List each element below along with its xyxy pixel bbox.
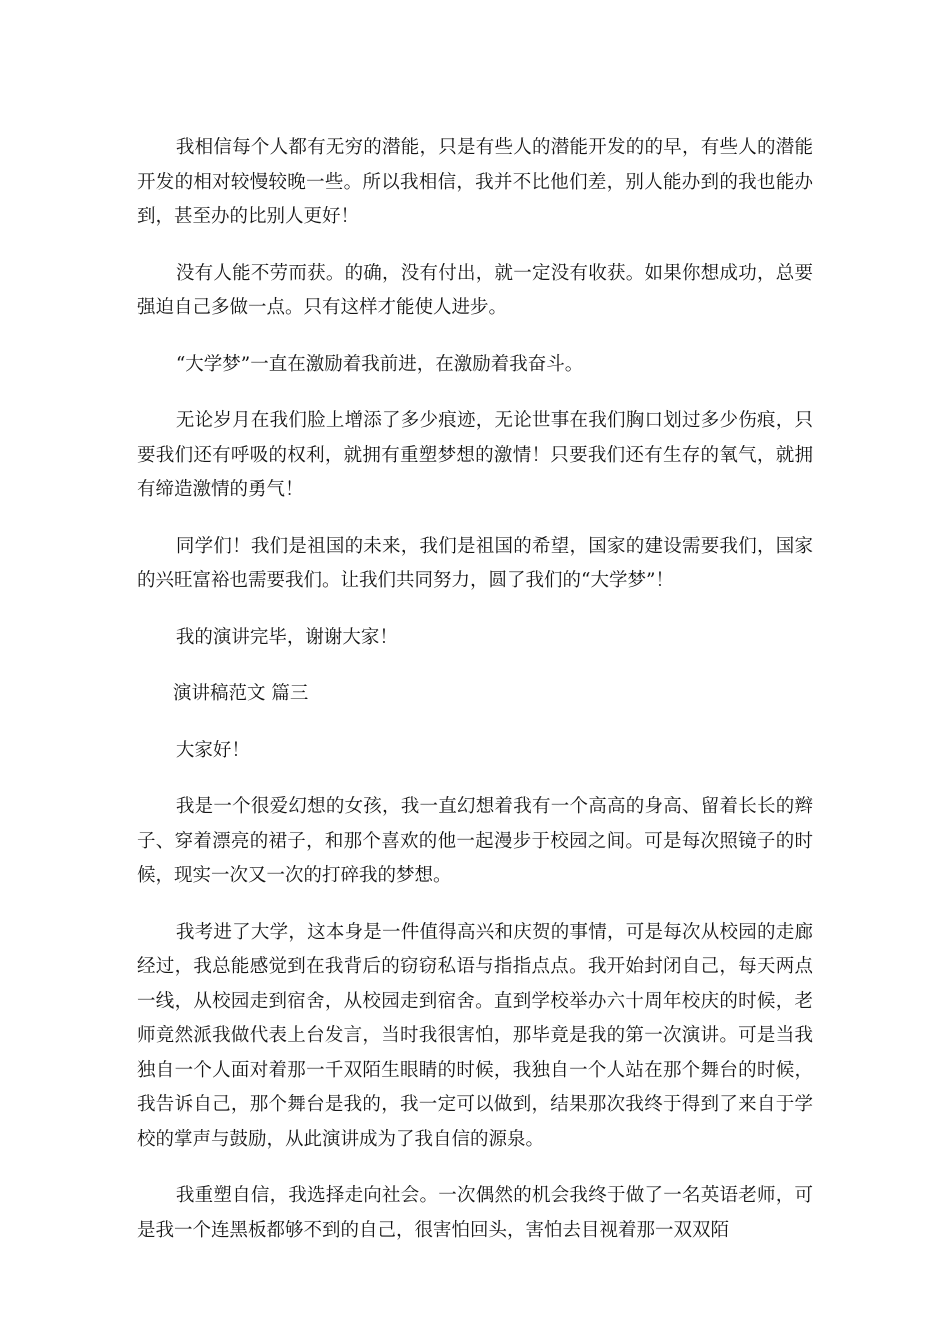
paragraph: 我重塑自信，我选择走向社会。一次偶然的机会我终于做了一名英语老师，可是我一个连黑板都够不到的自己，很害怕回头，害怕去目视着那一双双陌 <box>137 1185 813 1241</box>
paragraph: 没有人能不劳而获。的确，没有付出，就一定没有收获。如果你想成功，总要强迫自己多做一点。只有这样才能使人进步。 <box>137 262 813 318</box>
paragraph: 同学们！我们是祖国的未来，我们是祖国的希望，国家的建设需要我们，国家的兴旺富裕也需要我们。让我们共同努力，圆了我们的“大学梦”！ <box>137 535 813 591</box>
paragraph: 我考进了大学，这本身是一件值得高兴和庆贺的事情，可是每次从校园的走廊经过，我总能感觉到在我背后的窃窃私语与指指点点。我开始封闭自己，每天两点一线，从校园走到宿舍，从校园走到宿舍。直到学校举办六十周年校庆的时候，老师竟然派我做代表上台发言，当时我很害怕，那毕竟是我的第一次演讲。可是当我独自一个人面对着那一千双陌生眼睛的时候，我独自一个人站在那个舞台的时候，我告诉自己，那个舞台是我的，我一定可以做到，结果那次我终于得到了来自于学校的掌声与鼓励，从此演讲成为了我自信的源泉。 <box>137 921 813 1150</box>
paragraph: 我是一个很爱幻想的女孩，我一直幻想着我有一个高高的身高、留着长长的辫子、穿着漂亮的裙子，和那个喜欢的他一起漫步于校园之间。可是每次照镜子的时候，现实一次又一次的打碎我的梦想。 <box>137 796 813 886</box>
paragraph: 大家好！ <box>175 739 250 761</box>
paragraph: 我相信每个人都有无穷的潜能，只是有些人的潜能开发的的早，有些人的潜能开发的相对较慢较晚一些。所以我相信，我并不比他们差，别人能办到的我也能办到，甚至办的比别人更好！ <box>137 137 813 227</box>
section-heading: 演讲稿范文 篇三 <box>173 683 309 704</box>
paragraph: 无论岁月在我们脸上增添了多少痕迹，无论世事在我们胸口划过多少伤痕，只要我们还有呼吸的权利，就拥有重塑梦想的激情！只要我们还有生存的氧气，就拥有缔造激情的勇气！ <box>137 410 813 500</box>
document-body <box>137 131 813 1270</box>
paragraph: 我的演讲完毕，谢谢大家！ <box>175 626 398 648</box>
paragraph: “大学梦”一直在激励着我前进，在激励着我奋斗。 <box>175 353 584 375</box>
